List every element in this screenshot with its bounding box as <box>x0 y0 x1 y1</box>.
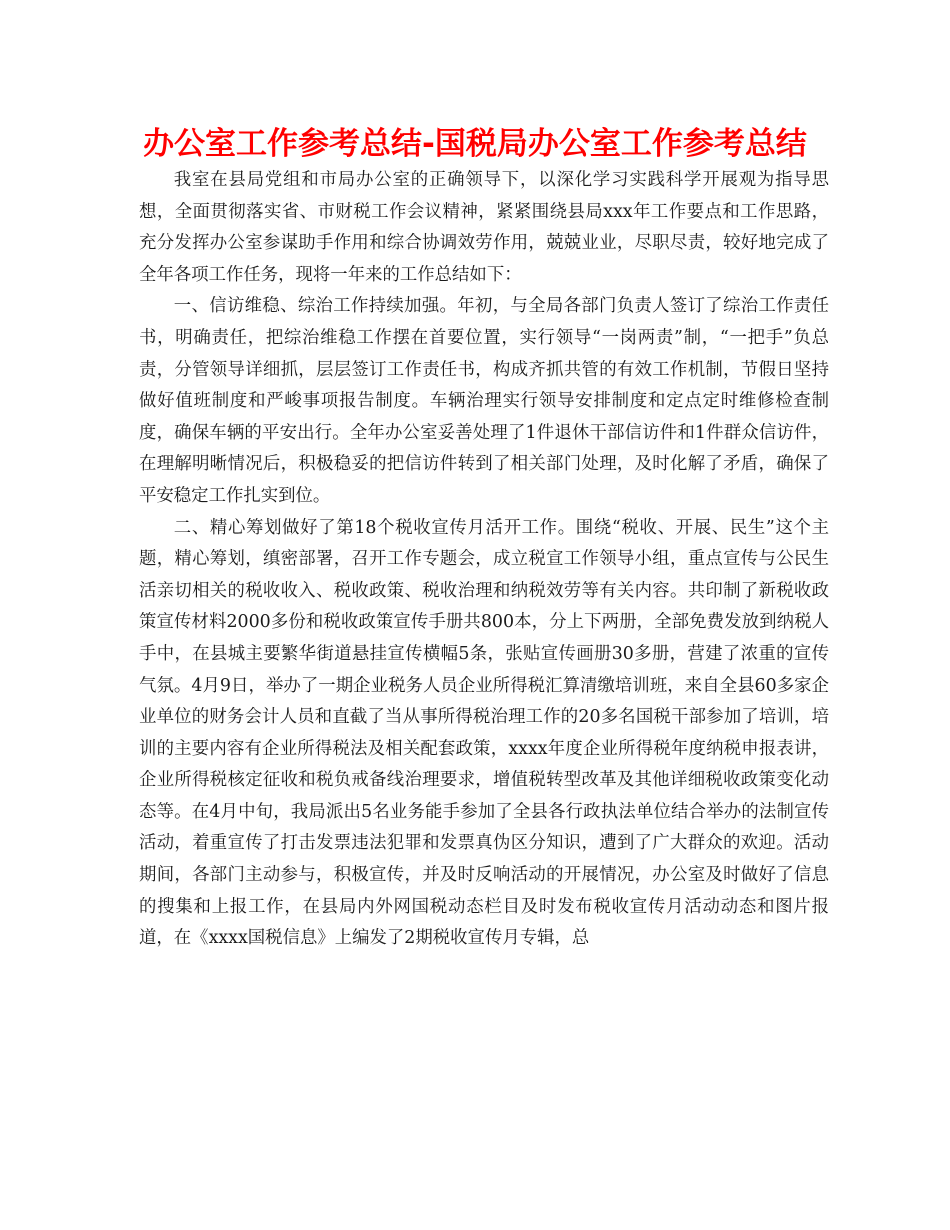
document-body <box>139 165 829 955</box>
paragraph-intro: 我室在县局党组和市局办公室的正确领导下，以深化学习实践科学开展观为指导思想，全面贯彻落实省、市财税工作会议精神，紧紧围绕县局xxx年工作要点和工作思路，充分发挥办公室参谋助手作用和综合协调效劳作用，兢兢业业，尽职尽责，较好地完成了全年各项工作任务，现将一年来的工作总结如下： <box>139 170 829 285</box>
paragraph-section-2: 二、精心筹划做好了第18个税收宣传月活开工作。围绕“税收、开展、民生”这个主题，精心筹划，缜密部署，召开工作专题会，成立税宣工作领导小组，重点宣传与公民生活亲切相关的税收收入、税收政策、税收治理和纳税效劳等有关内容。共印制了新税收政策宣传材料2000多份和税收政策宣传手册共800本，分上下两册，全部免费发放到纳税人手中，在县城主要繁华街道悬挂宣传横幅5条，张贴宣传画册30多册，营建了浓重的宣传气氛。4月9日，举办了一期企业税务人员企业所得税汇算清缴培训班，来自全县60多家企业单位的财务会计人员和直截了当从事所得税治理工作的20多名国税干部参加了培训，培训的主要内容有企业所得税法及相关配套政策，xxxx年度企业所得税年度纳税申报表讲，企业所得税核定征收和税负戒备线治理要求，增值税转型改革及其他详细税收政策变化动态等。在4月中旬，我局派出5名业务能手参加了全县各行政执法单位结合举办的法制宣传活动，着重宣传了打击发票违法犯罪和发票真伪区分知识，遭到了广大群众的欢迎。活动期间，各部门主动参与，积极宣传，并及时反响活动的开展情况，办公室及时做好了信息的搜集和上报工作，在县局内外网国税动态栏目及时发布税收宣传月活动动态和图片报道，在《xxxx国税信息》上编发了2期税收宣传月专辑，总 <box>139 517 829 949</box>
paragraph-section-1: 一、信访维稳、综治工作持续加强。年初，与全局各部门负责人签订了综治工作责任书，明确责任，把综治维稳工作摆在首要位置，实行领导“一岗两责”制，“一把手”负总责，分管领导详细抓，层层签订工作责任书，构成齐抓共管的有效工作机制，节假日坚持做好值班制度和严峻事项报告制度。车辆治理实行领导安排制度和定点定时维修检查制度，确保车辆的平安出行。全年办公室妥善处理了1件退休干部信访件和1件群众信访件，在理解明晰情况后，积极稳妥的把信访件转到了相关部门处理，及时化解了矛盾，确保了平安稳定工作扎实到位。 <box>139 296 829 506</box>
document-title: 办公室工作参考总结-国税局办公室工作参考总结 <box>143 126 807 162</box>
